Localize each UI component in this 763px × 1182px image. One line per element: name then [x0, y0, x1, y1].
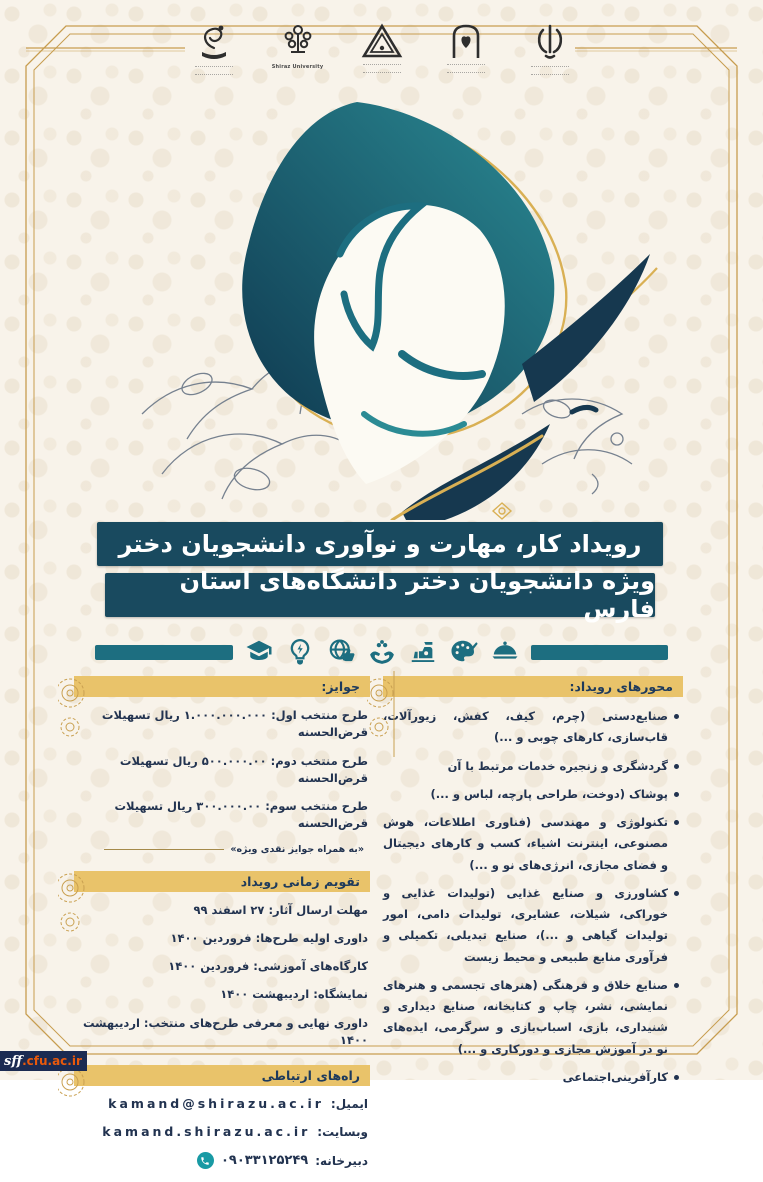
- logo-caption-smudge: [363, 64, 401, 73]
- topic-text: صنایع خلاق و فرهنگی (هنرهای تجسمی و هنرهای نمایشی، نشر، چاپ و کتابخانه، صنایع دیداری و شنیداری، بازی، اسباب‌بازی و سرگرمی، ایده‌های نو در آموزش مجازی و دورکاری و ...): [383, 977, 668, 1056]
- bullet-dot: [674, 714, 679, 719]
- topic-text: کشاورزی و صنایع غذایی (تولیدات غذایی و خوراکی، شیلات، عشایری، تولیدات دامی، امور تولیدات گیاهی و ...)، صنایع تبدیلی، تکمیلی و فرآوری منابع طبیعی و محیط زیست: [383, 885, 668, 964]
- email-value[interactable]: kamand@shirazu.ac.ir: [108, 1096, 324, 1111]
- topic-text: گردشگری و زنجیره خدمات مرتبط با آن: [447, 758, 668, 773]
- topic-item: [383, 883, 679, 968]
- contact-header-bar: [74, 1065, 370, 1086]
- logo-caption-smudge: [447, 64, 485, 73]
- women-family-center-logo: [440, 22, 492, 73]
- info-column: [74, 676, 370, 1182]
- timeline-workshops: کارگاه‌های آموزشی: فروردین ۱۴۰۰: [168, 959, 368, 973]
- topic-item: [383, 706, 679, 749]
- watermark-prefix: sff: [4, 1053, 23, 1069]
- topic-item: [383, 975, 679, 1060]
- shiraz-university-logo-icon: [279, 22, 317, 62]
- hijab-woman-calligraphy-artwork: [102, 84, 662, 520]
- omid-entrepreneurship-fund-logo: [356, 22, 408, 73]
- phone-value[interactable]: ۰۹۰۳۳۱۲۵۲۴۹: [220, 1153, 309, 1168]
- heart-arch-logo-icon: [450, 22, 482, 62]
- teal-bar-left: [95, 645, 233, 660]
- phone-row[interactable]: [74, 1152, 368, 1169]
- topic-text: پوشاک (دوخت، طراحی پارچه، لباس و ...): [430, 786, 668, 801]
- topics-list: [383, 706, 683, 1088]
- topic-item: [383, 1067, 679, 1088]
- logo-caption-smudge: [195, 66, 233, 75]
- logo-caption: Shiraz University: [271, 64, 324, 70]
- prize-note: «به همراه جوایز نقدی ویژه»: [230, 843, 364, 855]
- phone-icon: [197, 1152, 214, 1169]
- prize-first: طرح منتخب اول: ۱.۰۰۰.۰۰۰.۰۰۰ ریال تسهیلات قرض‌الحسنه: [101, 708, 368, 740]
- timeline-header: تقویم زمانی رویداد: [240, 873, 360, 889]
- timeline-exhibition: نمایشگاه: اردیبهشت ۱۴۰۰: [220, 987, 368, 1002]
- website-row[interactable]: [74, 1124, 368, 1139]
- bird-book-logo-icon: [194, 22, 234, 64]
- event-title-line1: رویداد کار، مهارت و نوآوری دانشجویان دختر: [97, 522, 663, 566]
- timeline-header-bar: [74, 871, 370, 892]
- topic-item: [383, 812, 679, 876]
- topic-text: کارآفرینی‌اجتماعی: [562, 1069, 668, 1084]
- caring-hands-icon: [367, 637, 397, 667]
- category-icons-row: [95, 631, 668, 673]
- prizes-header: جوایز:: [321, 679, 360, 694]
- timeline-section: [74, 871, 370, 1050]
- food-cloche-icon: [490, 637, 520, 667]
- shiraz-university-logo: [272, 22, 324, 70]
- contact-section: [74, 1065, 370, 1169]
- hijab-woman-silhouette: [314, 205, 505, 484]
- graduation-cap-icon: [244, 637, 274, 667]
- email-label: ایمیل:: [330, 1096, 368, 1111]
- bullet-dot: [674, 891, 679, 896]
- gold-motif-icon: [489, 501, 515, 521]
- art-palette-icon: [449, 637, 479, 667]
- prizes-section: [74, 676, 370, 855]
- timeline-first-judging: داوری اولیه طرح‌ها: فروردین ۱۴۰۰: [170, 930, 368, 945]
- bullet-dot: [674, 1075, 679, 1080]
- timeline-final-judging: داوری نهایی و معرفی طرح‌های منتخب: اردیبهشت ۱۴۰۰: [82, 1015, 368, 1047]
- digital-globe-icon: [326, 637, 356, 667]
- topic-text: تکنولوژی و مهندسی (فناوری اطلاعات، هوش مصنوعی، اینترنت اشیاء، کسب و کارهای دیجیتال و فضای مجازی، انرژی‌های نو و ...): [383, 815, 668, 872]
- watermark-url[interactable]: [0, 1051, 87, 1071]
- timeline-deadline: مهلت ارسال آثار: ۲۷ اسفند ۹۹: [193, 902, 368, 917]
- prize-note-row: [104, 844, 364, 855]
- bullet-dot: [674, 764, 679, 769]
- topics-header: محورهای رویداد:: [569, 679, 673, 694]
- website-value[interactable]: kamand.shirazu.ac.ir: [102, 1124, 311, 1139]
- watermark-suffix: .cfu.ac.ir: [22, 1054, 82, 1068]
- topic-item: [383, 784, 679, 805]
- prize-second: طرح منتخب دوم: ۵۰۰.۰۰۰.۰۰ ریال تسهیلات قرض‌الحسنه: [119, 753, 368, 785]
- topic-item: [383, 756, 679, 777]
- prizes-header-bar: [74, 676, 370, 697]
- iran-emblem-icon: [533, 22, 567, 64]
- organizer-logos-row: [0, 22, 763, 92]
- prize-third: طرح منتخب سوم: ۳۰۰.۰۰۰.۰۰ ریال تسهیلات قرض‌الحسنه: [114, 799, 368, 831]
- topics-header-bar: [383, 676, 683, 697]
- iran-government-emblem-logo: [524, 22, 576, 75]
- note-dash-line: [104, 849, 224, 850]
- website-label: وبسایت:: [317, 1124, 368, 1139]
- bullet-dot: [674, 820, 679, 825]
- contact-header: راه‌های ارتباطی: [261, 1068, 360, 1083]
- sewing-machine-icon: [408, 637, 438, 667]
- idea-bulb-icon: [285, 637, 315, 667]
- triangle-fund-logo-icon: [361, 22, 403, 62]
- bullet-dot: [674, 983, 679, 988]
- phone-label: دبیرخانه:: [315, 1153, 368, 1168]
- teal-bar-right: [531, 645, 669, 660]
- topic-text: صنایع‌دستی (چرم، کیف، کفش، زیورآلات، قاب‌سازی، کارهای چوبی و ...): [383, 709, 668, 745]
- topics-column: [383, 676, 683, 1095]
- student-charity-fund-logo: [188, 22, 240, 75]
- email-row[interactable]: [74, 1096, 368, 1111]
- event-title-line2: ویژه دانشجویان دختر دانشگاه‌های استان فارس: [105, 573, 655, 617]
- logo-caption-smudge: [531, 66, 569, 75]
- bullet-dot: [674, 792, 679, 797]
